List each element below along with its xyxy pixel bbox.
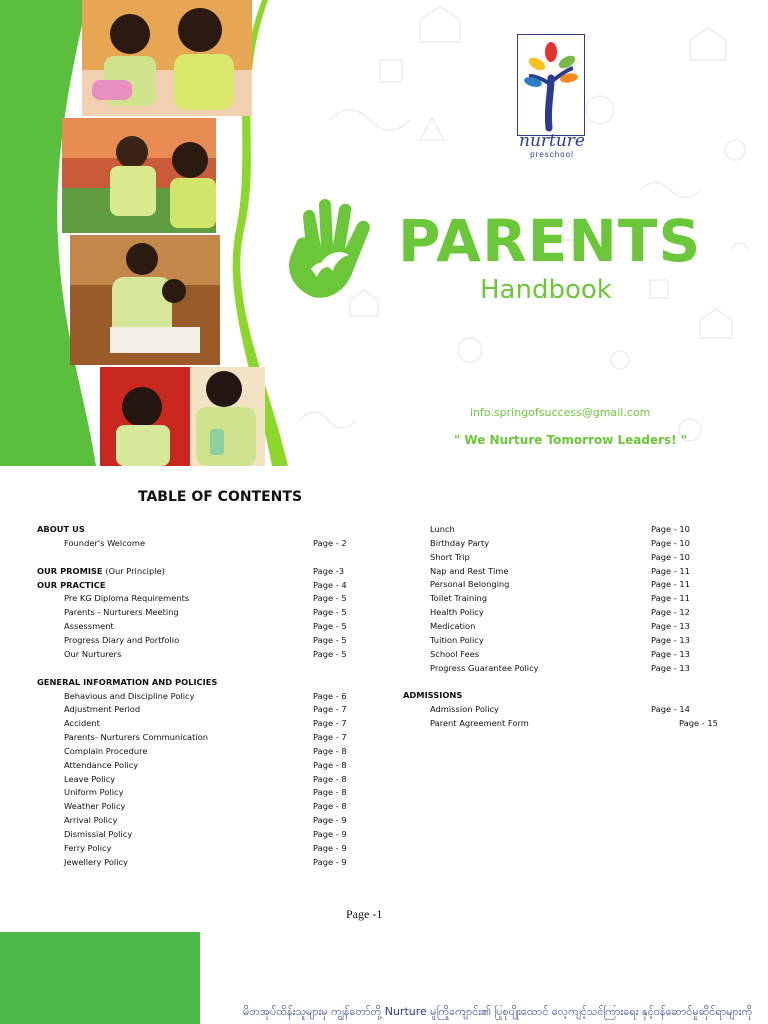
toc-entry-label: Tuition Policy bbox=[430, 634, 484, 645]
toc-entry-label: Lunch bbox=[430, 524, 455, 534]
nurture-logo bbox=[517, 34, 587, 159]
toc-entry-label: Assessment bbox=[64, 621, 114, 632]
toc-entry[interactable] bbox=[37, 566, 165, 576]
toc-entry-page: Page - 8 bbox=[313, 745, 347, 756]
photo-children-activity bbox=[100, 367, 265, 466]
toc-entry-label: Admission Policy bbox=[430, 704, 499, 715]
toc-entry-label: Medication bbox=[430, 620, 476, 631]
toc-entry[interactable] bbox=[403, 690, 462, 700]
contact-email[interactable]: info.springofsuccess@gmail.com bbox=[470, 406, 651, 419]
toc-title: TABLE OF CONTENTS bbox=[138, 489, 303, 505]
toc-entry-label: Parents - Nurturers Meeting bbox=[64, 607, 179, 618]
toc-entry-page: Page -3 bbox=[313, 565, 344, 576]
toc-entry[interactable] bbox=[430, 621, 475, 631]
toc-entry-page: Page - 8 bbox=[313, 801, 347, 812]
page-number: Page -1 bbox=[346, 907, 383, 921]
toc-entry[interactable] bbox=[64, 801, 125, 811]
toc-entry-label: Dismissial Policy bbox=[64, 829, 133, 839]
cover bbox=[0, 0, 768, 466]
handbook-subtitle: Handbook bbox=[480, 275, 612, 305]
next-page-green-block bbox=[0, 932, 200, 1024]
toc-entry[interactable] bbox=[64, 746, 148, 756]
toc-entry-page: Page - 5 bbox=[313, 634, 347, 645]
logo-name: nurture bbox=[519, 131, 585, 151]
toc-entry-page: Page - 12 bbox=[651, 607, 690, 618]
toc-entry-label: Founder's Welcome bbox=[64, 537, 146, 548]
photo-children-reading bbox=[82, 0, 252, 116]
toc-entry-label: Our Nurturers bbox=[64, 648, 122, 659]
toc-entry-page: Page - 8 bbox=[313, 773, 347, 784]
toc-entry[interactable] bbox=[430, 538, 489, 548]
toc-entry-page: Page - 4 bbox=[313, 579, 347, 590]
toc-entry-page: Page - 15 bbox=[679, 718, 718, 729]
toc-entry-label: ABOUT US bbox=[37, 524, 85, 534]
toc-entry[interactable] bbox=[64, 787, 123, 797]
toc-entry-label: Progress Guarantee Policy bbox=[430, 662, 539, 673]
handbook-title: PARENTS bbox=[398, 207, 702, 275]
toc-entry-page: Page - 6 bbox=[313, 690, 347, 701]
toc-entry[interactable] bbox=[430, 718, 529, 728]
toc-entry-page: Page - 14 bbox=[651, 704, 690, 715]
toc-entry-label: Toilet Training bbox=[430, 593, 488, 604]
toc-entry-page: Page - 11 bbox=[651, 565, 690, 576]
toc-entry-extra: (Our Principle) bbox=[102, 565, 165, 576]
next-page-text: မိဘအုပ်ထိန်းသူများမှ ကျွန်တော်တို့ Nurture မူကြိုကျောင်း၏ ပြုစုပျိုးထောင် လေ့ကျင့်သင်ကြားရေး နှင့်ဝန်ဆောင်မှုဆိုင်ရာများကို bbox=[243, 1005, 753, 1018]
toc-entry[interactable] bbox=[430, 552, 470, 562]
toc-entry-page: Page - 5 bbox=[313, 648, 347, 659]
toc-entry[interactable] bbox=[64, 691, 195, 701]
toc-entry[interactable] bbox=[64, 843, 112, 853]
photo-children-playroom bbox=[62, 118, 216, 233]
toc-entry-page: Page - 10 bbox=[651, 537, 690, 548]
toc-entry-label: Parent Agreement Form bbox=[430, 718, 529, 729]
toc-entry-label: Complain Procedure bbox=[64, 745, 148, 756]
toc-entry-page: Page - 2 bbox=[313, 537, 347, 548]
toc-entry-label: Pre KG Diploma Requirements bbox=[64, 593, 190, 604]
toc-entry-label: Leave Policy bbox=[64, 773, 116, 784]
toc-entry-label: Attendance Policy bbox=[64, 759, 139, 770]
toc-entry[interactable] bbox=[430, 566, 508, 576]
toc-entry[interactable] bbox=[430, 524, 455, 534]
toc-entry[interactable] bbox=[64, 704, 140, 714]
toc-entry-page: Page - 8 bbox=[313, 787, 347, 798]
toc-entry-page: Page - 7 bbox=[313, 704, 347, 715]
toc-entry[interactable] bbox=[64, 857, 128, 867]
toc-entry-label: Arrival Policy bbox=[64, 815, 118, 826]
toc-entry[interactable] bbox=[37, 580, 106, 590]
toc-entry-label: Accident bbox=[64, 718, 100, 729]
toc-entry[interactable] bbox=[430, 607, 484, 617]
toc-entry[interactable] bbox=[64, 829, 132, 839]
toc-entry-label: Weather Policy bbox=[64, 801, 126, 812]
toc-entry-page: Page - 7 bbox=[313, 718, 347, 729]
toc-entry-label: Personal Belonging bbox=[430, 579, 510, 590]
toc-entry[interactable] bbox=[430, 649, 479, 659]
toc-entry[interactable] bbox=[64, 635, 179, 645]
toc-entry-label: GENERAL INFORMATION AND POLICIES bbox=[37, 676, 218, 687]
toc-entry-label: Behavious and Discipline Policy bbox=[64, 690, 195, 701]
toc-entry-label: Jewellery Policy bbox=[64, 856, 128, 867]
toc-entry[interactable] bbox=[64, 732, 208, 742]
toc-entry[interactable] bbox=[64, 593, 189, 603]
toc-entry-label: School Fees bbox=[430, 648, 480, 659]
toc-entry-page: Page - 13 bbox=[651, 620, 690, 631]
toc-entry-page: Page - 13 bbox=[651, 662, 690, 673]
toc-entry[interactable] bbox=[430, 635, 484, 645]
toc-entry-label: Uniform Policy bbox=[64, 787, 124, 798]
toc-entry-page: Page - 5 bbox=[313, 621, 347, 632]
toc-entry[interactable] bbox=[37, 524, 85, 534]
toc-entry[interactable] bbox=[64, 774, 115, 784]
toc-entry-label: Adjustment Period bbox=[64, 704, 141, 715]
toc-entry[interactable] bbox=[64, 538, 145, 548]
toc-entry-page: Page - 13 bbox=[651, 634, 690, 645]
toc-entry-page: Page - 11 bbox=[651, 579, 690, 590]
toc-entry-page: Page - 8 bbox=[313, 759, 347, 770]
toc-entry-label: OUR PRACTICE bbox=[37, 579, 106, 590]
toc-entry-label: ADMISSIONS bbox=[403, 690, 463, 701]
toc-entry[interactable] bbox=[64, 718, 100, 728]
tree-icon bbox=[521, 38, 581, 132]
toc-entry-page: Page - 7 bbox=[313, 732, 347, 743]
toc-entry[interactable] bbox=[37, 677, 217, 687]
toc-entry[interactable] bbox=[430, 593, 487, 603]
logo-subtitle: preschool bbox=[530, 150, 574, 159]
toc-entry[interactable] bbox=[64, 760, 138, 770]
toc-entry-page: Page - 11 bbox=[651, 593, 690, 604]
toc-entry-label: OUR PROMISE bbox=[37, 565, 103, 576]
toc-entry[interactable] bbox=[64, 649, 121, 659]
toc-entry[interactable] bbox=[64, 621, 114, 631]
toc-entry-label: Birthday Party bbox=[430, 537, 490, 548]
toc-entry[interactable] bbox=[64, 815, 117, 825]
toc-entry-label: Nap and Rest Time bbox=[430, 565, 509, 576]
toc-entry-label: Health Policy bbox=[430, 607, 484, 618]
toc-entry[interactable] bbox=[430, 704, 499, 714]
toc-entry-page: Page - 10 bbox=[651, 551, 690, 562]
toc-entry[interactable] bbox=[64, 607, 179, 617]
toc-entry-page: Page - 5 bbox=[313, 607, 347, 618]
toc-entry-page: Page - 9 bbox=[313, 856, 347, 867]
toc-entry-label: Ferry Policy bbox=[64, 842, 112, 853]
hand-icon bbox=[283, 197, 379, 299]
toc-entry-page: Page - 9 bbox=[313, 842, 347, 853]
toc-entry-page: Page - 13 bbox=[651, 648, 690, 659]
tagline: " We Nurture Tomorrow Leaders! " bbox=[454, 433, 688, 447]
toc-entry[interactable] bbox=[430, 579, 509, 589]
toc-entry-label: Short Trip bbox=[430, 551, 470, 562]
toc-entry-page: Page - 9 bbox=[313, 815, 347, 826]
toc-entry-page: Page - 9 bbox=[313, 829, 347, 839]
toc-entry-label: Parents- Nurturers Communication bbox=[64, 732, 209, 743]
toc-entry-label: Progress Diary and Portfolio bbox=[64, 634, 180, 645]
toc-entry-page: Page - 10 bbox=[651, 524, 690, 534]
toc-entry-page: Page - 5 bbox=[313, 593, 347, 604]
toc-entry[interactable] bbox=[430, 663, 539, 673]
photo-teacher-book bbox=[70, 235, 220, 365]
